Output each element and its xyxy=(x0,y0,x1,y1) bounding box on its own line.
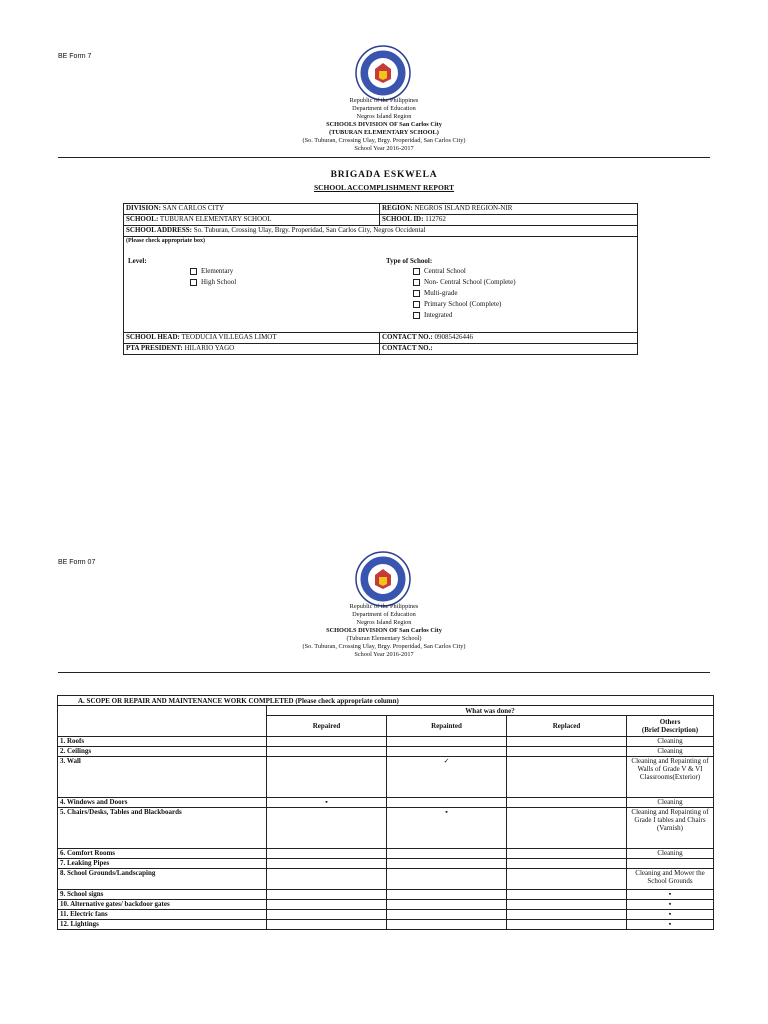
others-cell[interactable]: Cleaning and Repainting of Grade I tables and Chairs (Varnish) xyxy=(627,808,714,849)
letterhead-line: Negros Island Region xyxy=(356,619,412,626)
repainted-cell[interactable] xyxy=(387,798,507,808)
what-done-header: What was done? xyxy=(267,706,714,716)
table-row xyxy=(58,849,714,859)
others-cell[interactable]: ▪ xyxy=(627,920,714,930)
replaced-cell[interactable] xyxy=(507,808,627,849)
repaired-cell[interactable] xyxy=(267,910,387,920)
row-item-label: 11. Electric fans xyxy=(58,910,267,920)
replaced-cell[interactable] xyxy=(507,890,627,900)
table-row xyxy=(58,900,714,910)
school-cell: SCHOOL: TUBURAN ELEMENTARY SCHOOL xyxy=(124,215,380,226)
type-options xyxy=(413,266,516,321)
repaired-cell[interactable] xyxy=(267,900,387,910)
repainted-cell[interactable] xyxy=(387,920,507,930)
others-cell[interactable]: ▪ xyxy=(627,910,714,920)
letterhead-line: Department of Education xyxy=(352,105,416,112)
region-cell: REGION: NEGROS ISLAND REGION-NIR xyxy=(380,204,638,215)
replaced-cell[interactable] xyxy=(507,747,627,757)
column-header: Repaired xyxy=(267,716,387,737)
replaced-cell[interactable] xyxy=(507,920,627,930)
school-info-table xyxy=(123,203,638,355)
row-item-label: 6. Comfort Rooms xyxy=(58,849,267,859)
letterhead-line: (So. Tuburan, Crossing Ulay, Brgy. Properidad, San Carlos City) xyxy=(302,643,466,650)
page1-letterhead xyxy=(184,97,584,153)
table-row xyxy=(58,890,714,900)
replaced-cell[interactable] xyxy=(507,900,627,910)
repaired-cell[interactable] xyxy=(267,859,387,869)
letterhead-line: Republic of the Philippines xyxy=(349,603,419,610)
others-cell[interactable]: Cleaning xyxy=(627,849,714,859)
letterhead-line: School Year 2016-2017 xyxy=(354,651,414,658)
row-item-label: 12. Lightings xyxy=(58,920,267,930)
repainted-cell[interactable]: ▪ xyxy=(387,808,507,849)
letterhead-line: (So. Tuburan, Crossing Ulay, Brgy. Properidad, San Carlos City) xyxy=(302,137,466,144)
type-option[interactable]: Non- Central School (Complete) xyxy=(413,277,516,288)
column-header: Replaced xyxy=(507,716,627,737)
row-item-label: 2. Ceilings xyxy=(58,747,267,757)
table-row xyxy=(58,859,714,869)
replaced-cell[interactable] xyxy=(507,757,627,798)
row-item-label: 7. Leaking Pipes xyxy=(58,859,267,869)
checkbox[interactable] xyxy=(413,268,420,275)
checkbox[interactable] xyxy=(413,312,420,319)
checkbox[interactable] xyxy=(413,290,420,297)
repainted-cell[interactable] xyxy=(387,859,507,869)
repainted-cell[interactable] xyxy=(387,747,507,757)
contact-cell: CONTACT NO.: xyxy=(380,344,638,355)
report-subtitle: SCHOOL ACCOMPLISHMENT REPORT xyxy=(313,183,455,192)
deped-seal-logo xyxy=(355,551,411,607)
school-head-cell: SCHOOL HEAD: TEODUCIA VILLEGAS LIMOT xyxy=(124,333,380,344)
scope-of-work-table xyxy=(57,695,714,930)
replaced-cell[interactable] xyxy=(507,798,627,808)
replaced-cell[interactable] xyxy=(507,859,627,869)
checkbox[interactable] xyxy=(413,301,420,308)
checkbox[interactable] xyxy=(190,268,197,275)
others-cell[interactable]: ▪ xyxy=(627,890,714,900)
header-divider xyxy=(58,157,710,158)
table-row xyxy=(58,757,714,798)
row-item-label: 3. Wall xyxy=(58,757,267,798)
table-row xyxy=(58,869,714,890)
column-header: Others (Brief Description) xyxy=(627,716,714,737)
repaired-cell[interactable] xyxy=(267,869,387,890)
blank-cell xyxy=(58,706,267,737)
table-row xyxy=(58,798,714,808)
repaired-cell[interactable] xyxy=(267,890,387,900)
repainted-cell[interactable] xyxy=(387,890,507,900)
address-cell: SCHOOL ADDRESS: So. Tuburan, Crossing Ulay, Brgy. Properidad, San Carlos City, Negros Occidental xyxy=(124,226,638,237)
others-cell[interactable]: Cleaning xyxy=(627,737,714,747)
others-cell[interactable]: Cleaning xyxy=(627,798,714,808)
check-note: (Please check appropriate box) xyxy=(126,238,206,244)
repainted-cell[interactable] xyxy=(387,900,507,910)
letterhead-line: (Tuburan Elementary School) xyxy=(346,635,422,642)
repaired-cell[interactable] xyxy=(267,849,387,859)
others-cell[interactable]: Cleaning xyxy=(627,747,714,757)
repaired-cell[interactable] xyxy=(267,808,387,849)
school-id-cell: SCHOOL ID: 112762 xyxy=(380,215,638,226)
letterhead-line: (TUBURAN ELEMENTARY SCHOOL) xyxy=(329,129,439,136)
replaced-cell[interactable] xyxy=(507,849,627,859)
row-item-label: 4. Windows and Doors xyxy=(58,798,267,808)
table-row xyxy=(58,808,714,849)
letterhead-line: Negros Island Region xyxy=(356,113,412,120)
level-type-cell xyxy=(124,237,638,333)
contact-cell: CONTACT NO.: 09085426446 xyxy=(380,333,638,344)
repainted-cell[interactable] xyxy=(387,737,507,747)
report-title: BRIGADA ESKWELA xyxy=(330,170,438,180)
pta-president-cell: PTA PRESIDENT: HILARIO YAGO xyxy=(124,344,380,355)
form-label: BE Form 7 xyxy=(58,53,92,60)
type-option[interactable]: Multi-grade xyxy=(413,288,516,299)
replaced-cell[interactable] xyxy=(507,910,627,920)
repaired-cell[interactable]: ▪ xyxy=(267,798,387,808)
type-label: Type of School: xyxy=(386,257,433,265)
level-label: Level: xyxy=(128,257,147,265)
others-cell[interactable] xyxy=(627,859,714,869)
form-label: BE Form 07 xyxy=(58,559,96,566)
checkbox[interactable] xyxy=(190,279,197,286)
repainted-cell[interactable]: ✓ xyxy=(387,757,507,798)
row-item-label: 9. School signs xyxy=(58,890,267,900)
type-option[interactable]: Central School xyxy=(413,266,516,277)
row-item-label: 5. Chairs/Desks, Tables and Blackboards xyxy=(58,808,267,849)
others-cell[interactable]: ▪ xyxy=(627,900,714,910)
division-cell: DIVISION: SAN CARLOS CITY xyxy=(124,204,380,215)
others-cell[interactable]: Cleaning and Repainting of Walls of Grade V & VI Classrooms(Exterior) xyxy=(627,757,714,798)
page2-letterhead xyxy=(184,603,584,659)
level-option[interactable]: High School xyxy=(190,277,236,288)
type-option[interactable]: Integrated xyxy=(413,310,516,321)
column-header: Repainted xyxy=(387,716,507,737)
letterhead-line: Department of Education xyxy=(352,611,416,618)
replaced-cell[interactable] xyxy=(507,869,627,890)
table-row xyxy=(58,737,714,747)
repaired-cell[interactable] xyxy=(267,747,387,757)
level-options xyxy=(190,266,236,288)
repainted-cell[interactable] xyxy=(387,910,507,920)
repainted-cell[interactable] xyxy=(387,869,507,890)
letterhead-line: SCHOOLS DIVISION OF San Carlos City xyxy=(326,121,442,128)
deped-seal-logo xyxy=(355,45,411,101)
level-option[interactable]: Elementary xyxy=(190,266,236,277)
row-item-label: 8. School Grounds/Landscaping xyxy=(58,869,267,890)
repaired-cell[interactable] xyxy=(267,737,387,747)
repaired-cell[interactable] xyxy=(267,920,387,930)
others-cell[interactable]: Cleaning and Mower the School Grounds xyxy=(627,869,714,890)
scope-title: A. SCOPE OR REPAIR AND MAINTENANCE WORK COMPLETED (Please check appropriate column) xyxy=(58,696,714,706)
repainted-cell[interactable] xyxy=(387,849,507,859)
table-row xyxy=(58,910,714,920)
letterhead-line: School Year 2016-2017 xyxy=(354,145,414,152)
letterhead-line: Republic of the Philippines xyxy=(349,97,419,104)
row-item-label: 1. Roofs xyxy=(58,737,267,747)
table-row xyxy=(58,920,714,930)
replaced-cell[interactable] xyxy=(507,737,627,747)
type-option[interactable]: Primary School (Complete) xyxy=(413,299,516,310)
checkbox[interactable] xyxy=(413,279,420,286)
letterhead-line: SCHOOLS DIVISION OF San Carlos City xyxy=(326,627,442,634)
repaired-cell[interactable] xyxy=(267,757,387,798)
row-item-label: 10. Alternative gates/ backdoor gates xyxy=(58,900,267,910)
header-divider xyxy=(58,672,710,673)
table-row xyxy=(58,747,714,757)
